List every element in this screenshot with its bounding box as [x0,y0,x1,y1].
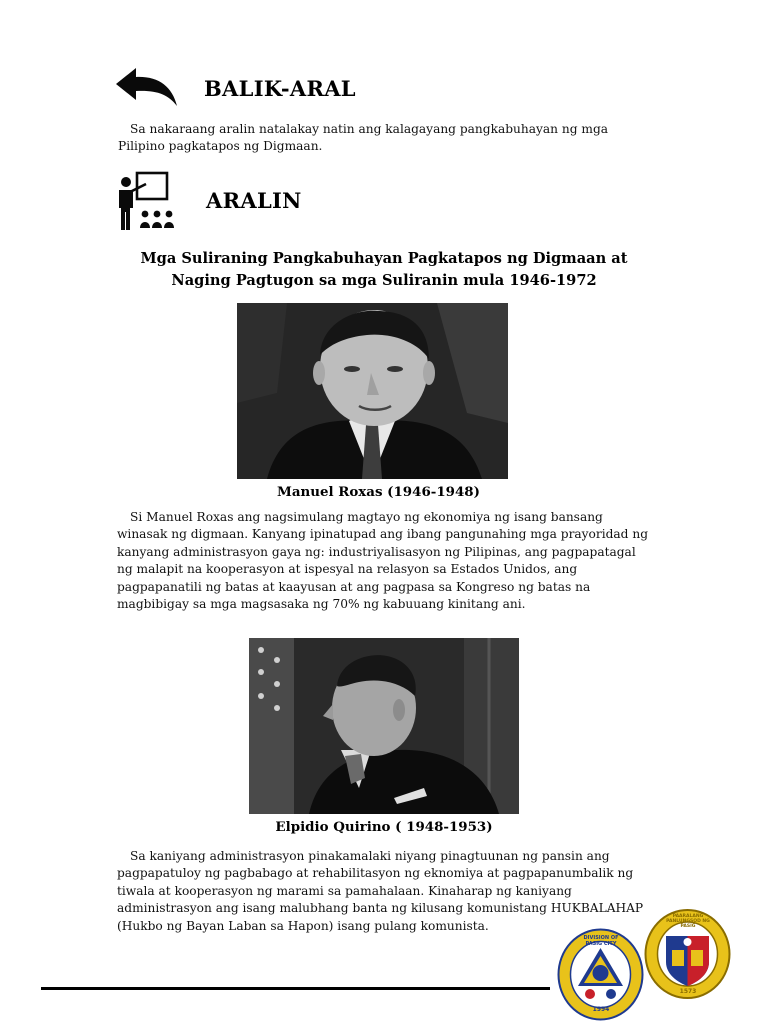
quirino-paragraph: Sa kaniyang administrasyon pinakamalaki niyang pinagtuunan ng pansin ang pagpapatuloy ng pagbabago at rehabilitasyon ng eknomiya at pagpapanumbalik ng tiwala at kooperasyon ng marami sa pamahalaan. Kinaharap ng kaniyang administrasyon ang isang malubhang banta ng kilusang komunistang HUKBALAHAP (Hukbo ng Bayan Laban sa Hapon) isang pulang komunista. [117,849,644,933]
division-of-pasig-city-seal [557,928,644,1021]
right-seal-text: PAARALANG PANLUNGSOD NG PASIG [666,914,710,929]
balik-aral-heading: BALIK-ARAL [204,76,356,101]
roxas-paragraph: Si Manuel Roxas ang nagsimulang magtayo ng ekonomiya ng isang bansang winasak ng digmaan. Kanyang ipinatupad ang ibang pangunahing mga prayoridad ng kanyang administrasyon gaya ng: industriyalisasyon ng Pilipinas, ang pagpapatagal ng malapit na kooperasyon at ispesyal na relasyon sa Estados Unidos, ang pagpapanatili ng batas at kaayusan at ang pagpasa sa Kongreso ng batas na magbibigay sa mga magsasaka ng 70% ng kabuuang kinitang ani. [117,510,649,612]
aralin-heading: ARALIN [206,188,302,213]
balik-aral-text: Sa nakaraang aralin natalakay natin ang kalagayang pangkabuhayan ng mga Pilipino pagkatapos ng Digmaan. [118,122,609,154]
elpidio-quirino-photo [249,638,519,814]
school-seal [644,908,731,1000]
lesson-title-line1: Mga Suliraning Pangkabuhayan Pagkatapos ng Digmaan at [140,250,628,267]
teacher-presentation-icon [116,170,176,232]
manuel-roxas-photo [237,303,508,479]
footer-divider [41,987,550,990]
quirino-caption: Elpidio Quirino ( 1948-1953) [275,819,493,835]
left-seal-year: 1994 [592,1006,610,1013]
roxas-caption: Manuel Roxas (1946-1948) [277,484,480,500]
back-arrow-icon [114,66,180,108]
lesson-title-line2: Naging Pagtugon sa mga Suliranin mula 1946-1972 [171,272,597,289]
right-seal-year: 1573 [679,988,697,995]
left-seal-text: DIVISION OF PASIG CITY [583,935,619,947]
